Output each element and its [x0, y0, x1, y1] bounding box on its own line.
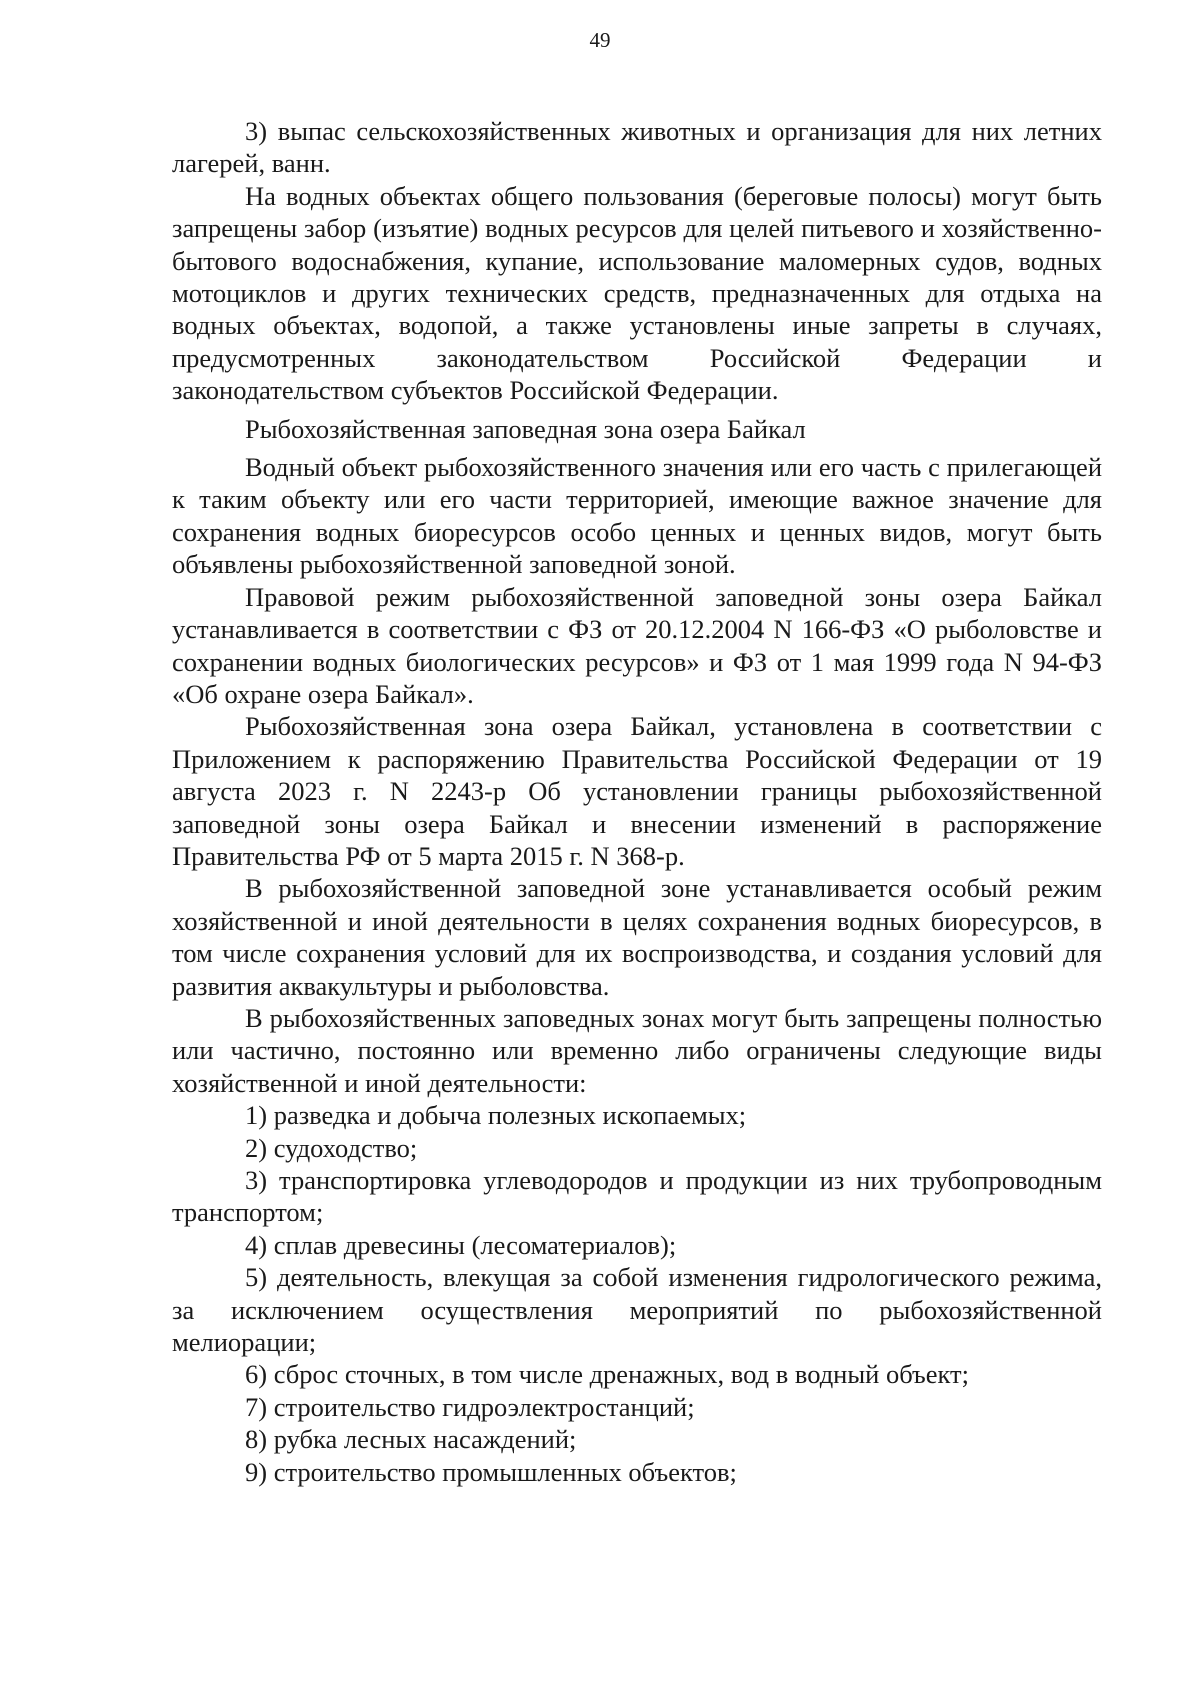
list-item: 3) транспортировка углеводородов и продукции из них трубопроводным транспортом; [172, 1165, 1102, 1228]
paragraph-public-water-bodies: На водных объектах общего пользования (береговые полосы) могут быть запрещены забор (изъятие) водных ресурсов для целей питьевого и хозяйственно-бытового водоснабжения, купание, использование маломерных судов, водных мотоциклов и других технических средств, предназначенных для отдыха на водных объектах, водопой, а также установлены иные запреты в случаях, предусмотренных законодательством Российской Федерации и законодательством субъектов Российской Федерации. [172, 180, 1102, 406]
section-heading: Рыбохозяйственная заповедная зона озера Байкал [245, 413, 806, 444]
paragraph-prohibitions-intro: В рыбохозяйственных заповедных зонах могут быть запрещены полностью или частично, постоянно или временно либо ограничены следующие виды хозяйственной и иной деятельности: [172, 1002, 1102, 1098]
list-item-grazing: 3) выпас сельскохозяйственных животных и организация для них летних лагерей, ванн. [172, 116, 1102, 179]
list-item: 8) рубка лесных насаждений; [245, 1424, 577, 1455]
page-number: 49 [589, 28, 611, 52]
paragraph-special-regime: В рыбохозяйственной заповедной зоне устанавливается особый режим хозяйственной и иной деятельности в целях сохранения водных биоресурсов, в том числе сохранения условий для их воспроизводства, и создания условий для развития аквакультуры и рыболовства. [172, 873, 1102, 1001]
document-body [172, 115, 1102, 1488]
list-item: 1) разведка и добыча полезных ископаемых; [245, 1100, 747, 1131]
list-item: 5) деятельность, влекущая за собой изменения гидрологического режима, за исключением осуществления мероприятий по рыбохозяйственной мелиорации; [172, 1262, 1102, 1358]
list-item: 9) строительство промышленных объектов; [245, 1456, 737, 1487]
paragraph-zone-establishment: Рыбохозяйственная зона озера Байкал, установлена в соответствии с Приложением к распоряжению Правительства Российской Федерации от 19 августа 2023 г. N 2243-р Об установлении границы рыбохозяйственной заповедной зоны озера Байкал и внесении изменений в распоряжение Правительства РФ от 5 марта 2015 г. N 368-р. [172, 711, 1102, 871]
list-item: 4) сплав древесины (лесоматериалов); [245, 1229, 677, 1260]
list-item: 7) строительство гидроэлектростанций; [245, 1391, 695, 1422]
paragraph-legal-regime: Правовой режим рыбохозяйственной заповедной зоны озера Байкал устанавливается в соответствии с ФЗ от 20.12.2004 N 166-ФЗ «О рыболовстве и сохранении водных биологических ресурсов» и ФЗ от 1 мая 1999 года N 94-ФЗ «Об охране озера Байкал». [172, 581, 1102, 709]
list-item: 2) судоходство; [245, 1132, 418, 1163]
list-item: 6) сброс сточных, в том числе дренажных, вод в водный объект; [245, 1359, 969, 1390]
paragraph-fishery-zone-definition: Водный объект рыбохозяйственного значения или его часть с прилегающей к таким объекту или его части территорией, имеющие важное значение для сохранения водных биоресурсов особо ценных и ценных видов, могут быть объявлены рыбохозяйственной заповедной зоной. [172, 452, 1102, 580]
